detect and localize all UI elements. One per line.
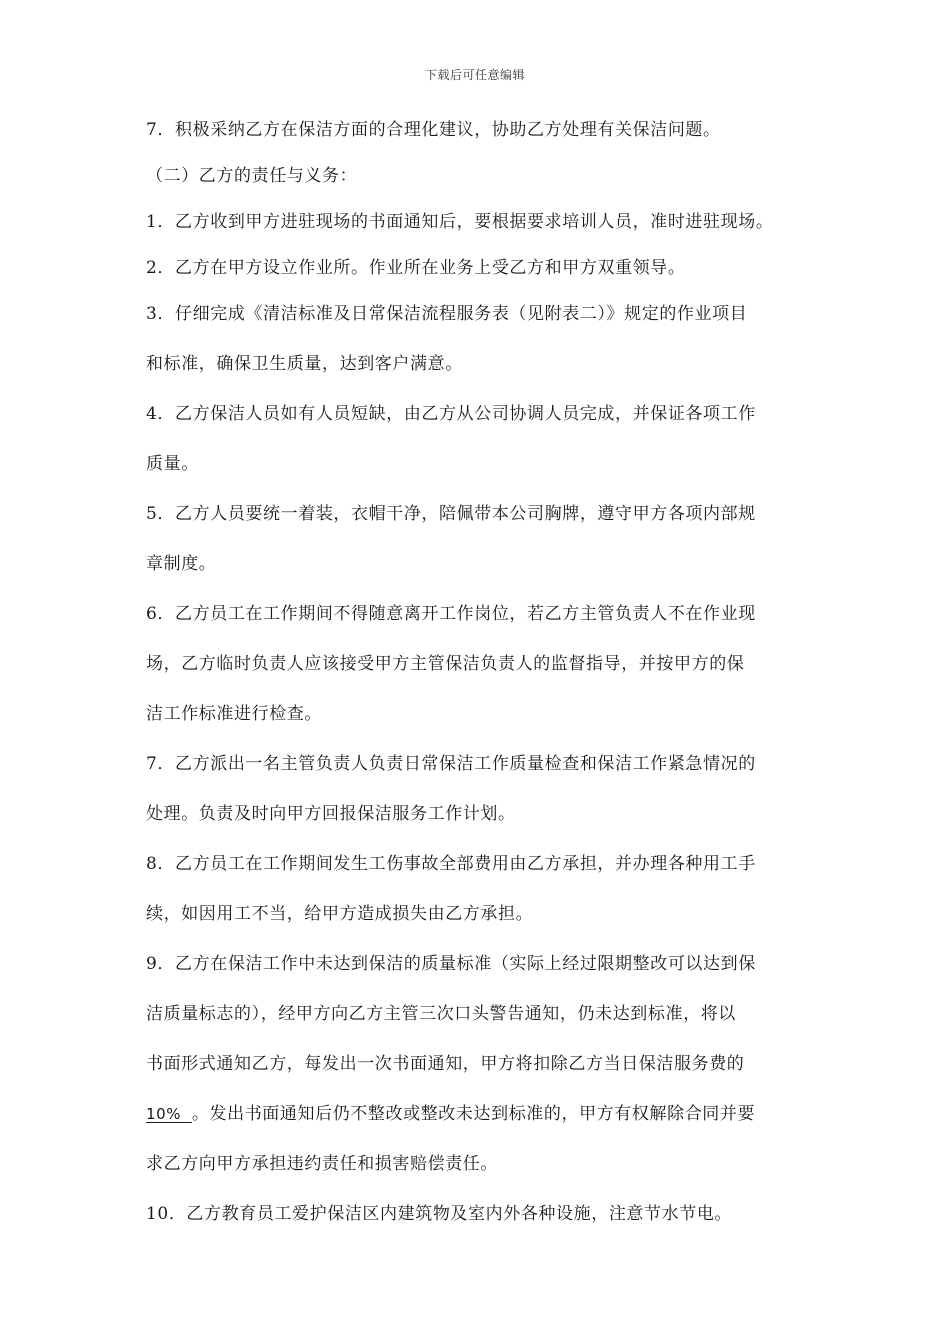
text-line: 场，乙方临时负责人应该接受甲方主管保洁负责人的监督指导，并按甲方的保	[146, 654, 745, 674]
header-note: 下载后可任意编辑	[424, 68, 525, 82]
text-line: 和标准，确保卫生质量，达到客户满意。	[146, 354, 463, 374]
text-line: 2．乙方在甲方设立作业所。作业所在业务上受乙方和甲方双重领导。	[146, 258, 686, 278]
text-line: 5．乙方人员要统一着装，衣帽干净，陪佩带本公司胸牌，遵守甲方各项内部规	[146, 504, 756, 524]
text-line	[146, 1102, 826, 1126]
text-line: 1．乙方收到甲方进驻现场的书面通知后，要根据要求培训人员，准时进驻现场。	[146, 212, 774, 232]
text-line: 9．乙方在保洁工作中未达到保洁的质量标准（实际上经过限期整改可以达到保	[146, 954, 756, 974]
text-line: 求乙方向甲方承担违约责任和损害赔偿责任。	[146, 1154, 498, 1174]
text-line: 书面形式通知乙方，每发出一次书面通知，甲方将扣除乙方当日保洁服务费的	[146, 1054, 745, 1074]
underlined-percentage: 10%	[146, 1105, 192, 1123]
text-line: 4．乙方保洁人员如有人员短缺，由乙方从公司协调人员完成，并保证各项工作	[146, 404, 756, 424]
text-line: 7．乙方派出一名主管负责人负责日常保洁工作质量检查和保洁工作紧急情况的	[146, 754, 756, 774]
text-line: 处理。负责及时向甲方回报保洁服务工作计划。	[146, 804, 516, 824]
text-line: 6．乙方员工在工作期间不得随意离开工作岗位，若乙方主管负责人不在作业现	[146, 604, 756, 624]
text-line: 洁质量标志的），经甲方向乙方主管三次口头警告通知，仍未达到标准，将以	[146, 1004, 736, 1024]
section-heading: （二）乙方的责任与义务：	[146, 166, 358, 186]
text-line: 续，如因用工不当，给甲方造成损失由乙方承担。	[146, 904, 534, 924]
contract-body	[146, 118, 826, 1226]
text-line: 3．仔细完成《清洁标准及日常保洁流程服务表（见附表二）》规定的作业项目	[146, 304, 748, 324]
text-line: 8．乙方员工在工作期间发生工伤事故全部费用由乙方承担，并办理各种用工手	[146, 854, 756, 874]
text-line-rest: 。发出书面通知后仍不整改或整改未达到标准的，甲方有权解除合同并要	[191, 1104, 756, 1124]
text-line: 章制度。	[146, 554, 217, 574]
text-line: 10．乙方教育员工爱护保洁区内建筑物及室内外各种设施，注意节水节电。	[146, 1204, 733, 1224]
text-line: 质量。	[146, 454, 199, 474]
text-line: 7．积极采纳乙方在保洁方面的合理化建议，协助乙方处理有关保洁问题。	[146, 120, 721, 140]
text-line: 洁工作标准进行检查。	[146, 704, 322, 724]
